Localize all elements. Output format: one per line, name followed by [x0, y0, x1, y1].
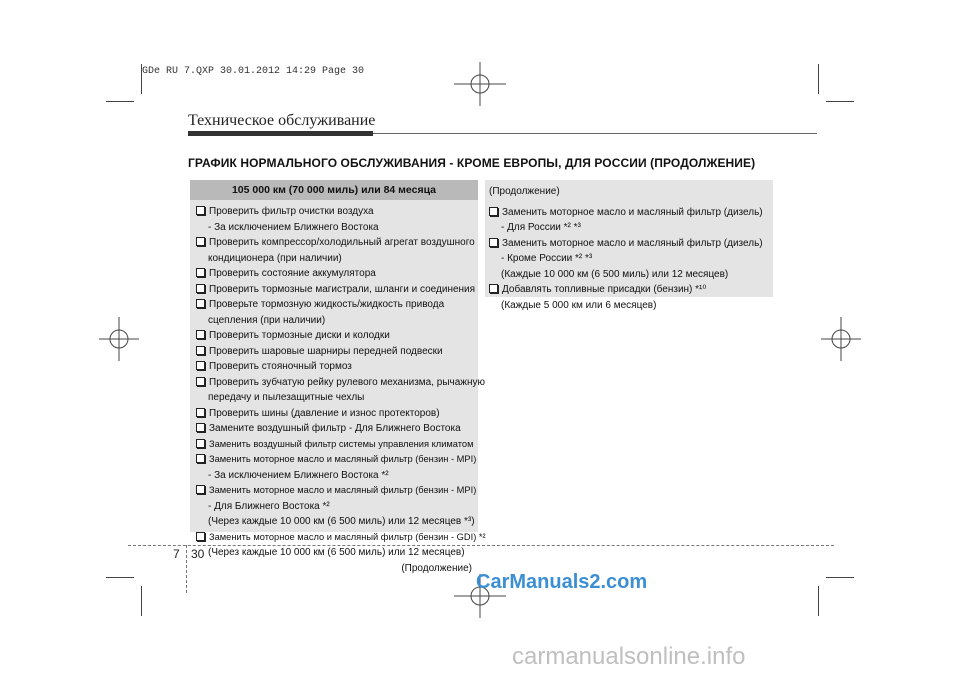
page-number-separator	[186, 545, 187, 593]
title-bar	[188, 131, 373, 136]
list-item: Заменить моторное масло и масляный фильтр (бензин - MPI)	[196, 452, 476, 468]
checkbox-icon	[196, 361, 205, 370]
table-heading: ГРАФИК НОРМАЛЬНОГО ОБСЛУЖИВАНИЯ - КРОМЕ ЕВРОПЫ, ДЛЯ РОССИИ (ПРОДОЛЖЕНИЕ)	[188, 156, 756, 170]
checkbox-icon	[489, 238, 498, 247]
list-item: Проверить тормозные магистрали, шланги и соединения	[196, 282, 476, 298]
checkbox-icon	[196, 237, 205, 246]
list-item: Проверить шаровые шарниры передней подвески	[196, 344, 476, 360]
list-subitem: кондиционера (при наличии)	[208, 252, 342, 264]
checkbox-icon	[196, 439, 205, 448]
watermark-logo: CarManuals2.com	[476, 571, 648, 593]
checkbox-icon	[196, 454, 205, 463]
list-item: Заменить моторное масло и масляный фильтр (бензин - MPI)	[196, 483, 476, 499]
list-item: Проверить состояние аккумулятора	[196, 266, 476, 282]
list-subitem: - Для Ближнего Востока *²	[208, 500, 330, 512]
list-subitem: (Каждые 10 000 км (6 500 миль) или 12 месяцев)	[501, 268, 729, 280]
checkbox-icon	[196, 284, 205, 293]
list-item: Проверить тормозные диски и колодки	[196, 328, 476, 344]
checkbox-icon	[196, 346, 205, 355]
list-item: Проверить компрессор/холодильный агрегат воздушного	[196, 235, 476, 251]
checkbox-icon	[196, 206, 205, 215]
left-box-header: 105 000 км (70 000 миль) или 84 месяца	[190, 180, 478, 200]
page-footer-rule	[128, 545, 834, 546]
checkbox-icon	[196, 299, 205, 308]
list-subitem: - Кроме России *² *³	[501, 253, 593, 264]
list-subitem: передачу и пылезащитные чехлы	[208, 392, 365, 403]
title-rule	[373, 133, 817, 134]
list-item: Заменить воздушный фильтр системы управления климатом	[196, 437, 476, 453]
list-subitem: (Через каждые 10 000 км (6 500 миль) или 12 месяцев)	[208, 547, 465, 558]
checkbox-icon	[489, 207, 498, 216]
list-item: Проверить стояночный тормоз	[196, 359, 476, 375]
list-subitem: - Для России *² *³	[501, 222, 581, 233]
footer-site-name: carmanualsonline.info	[512, 643, 746, 670]
checkbox-icon	[196, 423, 205, 432]
continued-note: (Продолжение)	[489, 186, 560, 197]
checkbox-icon	[489, 284, 498, 293]
right-box-list	[489, 184, 771, 313]
list-item: Добавлять топливные присадки (бензин) *¹⁰	[489, 282, 771, 298]
list-item: Проверьте тормозную жидкость/жидкость привода	[196, 297, 476, 313]
continued-note: (Продолжение)	[401, 562, 472, 574]
list-item: Заменить моторное масло и масляный фильтр (дизель)	[489, 205, 771, 221]
list-item: Проверить фильтр очистки воздуха	[196, 204, 476, 220]
list-item: Проверить зубчатую рейку рулевого механизма, рычажную	[196, 375, 476, 391]
checkbox-icon	[196, 330, 205, 339]
list-item: Заменить моторное масло и масляный фильтр (бензин - GDI) *²	[196, 530, 476, 546]
chapter-number: 7	[173, 547, 180, 561]
list-subitem: (Через каждые 10 000 км (6 500 миль) или 12 месяцев *³)	[208, 516, 475, 527]
page-number: 30	[191, 547, 205, 561]
list-subitem: сцепления (при наличии)	[208, 314, 326, 326]
list-item: Замените воздушный фильтр - Для Ближнего Востока	[196, 421, 476, 437]
checkbox-icon	[196, 485, 205, 494]
list-subitem: - За исключением Ближнего Востока *²	[208, 469, 389, 481]
checkbox-icon	[196, 532, 205, 541]
list-subitem: - За исключением Ближнего Востока	[208, 221, 379, 233]
list-subitem: (Каждые 5 000 км или 6 месяцев)	[501, 299, 657, 311]
section-title: Техническое обслуживание	[188, 112, 376, 129]
checkbox-icon	[196, 377, 205, 386]
checkbox-icon	[196, 268, 205, 277]
list-item: Проверить шины (давление и износ протекторов)	[196, 406, 476, 422]
list-item: Заменить моторное масло и масляный фильтр (дизель)	[489, 236, 771, 252]
print-header: GDe RU 7.QXP 30.01.2012 14:29 Page 30	[142, 66, 365, 77]
left-box-list	[196, 204, 486, 576]
checkbox-icon	[196, 408, 205, 417]
